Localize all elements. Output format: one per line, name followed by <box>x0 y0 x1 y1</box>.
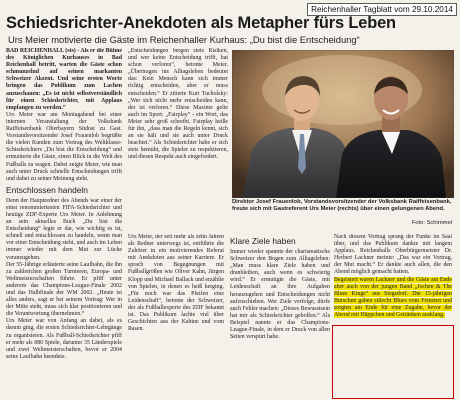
highlighted-text: Begeistert waren Lackner und die Gäste am Ende aber auch von der jungen Band „Jochen & The Blues Kings“ aus Siegsdorf. Die 15-jährigen Burschen gaben stilecht Blues vom Feinsten und sorgten am Ende für eine Zugabe, bevor der Abend mit Häppchen und Getränken ausklang. <box>334 276 452 319</box>
photo-caption: Direktor Josef Frauenlob, Vorstandsvorsitzender der Volksbank Raiffeisenbank, freute sich mit Gastreferent Urs Meier (rechts) über einen gelungenen Abend. <box>232 199 452 212</box>
photo-image <box>232 50 454 198</box>
article-paragraph: Urs Meier, der seit mehr als zehn Jahren als Redner unterwegs ist, entführte die Zuhörer in ein motivierendes Referat mit Anekdoten aus seiner Karriere. Er sprach von Begegnungen mit Fußballgrößen wie Oliver Kahn, Jürgen Klopp und Michael Ballack und erzählte von Spielen, in denen es heiß herging. „Für mich war das Pfeifen eine Leidenschaft“, betonte der Schweizer, der als Fußballexperte des ZDF bekannt ist. Das Publikum lachte viel über Geschichten aus der Kabine und vom Rasen. <box>128 234 224 333</box>
article-paragraph: „Entscheidungen bergen stets Risiken, und wer keine Entscheidung trifft, hat schon verloren“, betonte Meier. „Übertragen ins Alltagsleben bedeutet das: Kein Mensch kann sich immer richtig entscheiden, aber er muss entscheiden.“ Er zitierte Kurt Tucholsky: „Wer sich nicht mehr entscheiden kann, der ist verloren.“ Diese Maxime gelte auch im Sport: „Fairplay“ - ein Wort, das Meier sehr groß schreibt. Fairplay heiße für ihn, „dass man die Regeln kennt, sich an sie hält und sie auch unter Druck beachtet.“ Als Schiedsrichter habe er sich stets bemüht, die Spieler zu respektieren, und diesen Respekt auch eingefordert. <box>128 48 228 161</box>
crossheading: Entschlossen handeln <box>6 184 88 195</box>
article-column-2 <box>128 48 228 234</box>
article-paragraph: Nach diesem Vortrag sprang der Funke im Saal über, und das Publikum dankte mit langem Applaus. Reichenhalls Oberbürgermeister Dr. Herbert Lackner meinte: „Das war ein Vortrag, der Mut macht.“ Er dankte auch allen, die den Abend möglich gemacht hatten. <box>334 234 452 276</box>
article-column-1 <box>6 48 122 394</box>
article-paragraph: Der 55-Jährige erläuterte seine Laufbahn, die ihn zu zahlreichen großen Turnieren, Europa- und Weltmeisterschaften führte. Er pfiff unter anderem das Champions-League-Finale 2002 und das Halbfinale der WM 2002. „Heute ist alles anders, sagt er bei seinem Vortrag: Wer in der Mitte steht, muss sich klar positionieren und die Verantwortung übernehmen.“ <box>6 261 122 318</box>
article-column-3 <box>128 234 224 394</box>
subline: Urs Meier motivierte die Gäste im Reichenhaller Kurhaus: „Du bist die Entscheidung“ <box>8 34 360 45</box>
article-paragraph: Urs Meier war am Montagabend bei einer internen Veranstaltung der Volksbank Raiffeisenbank Oberbayern Südost zu Gast. Vorstandsvorsitzender Josef Frauenlob begrüßte die vielen Kunden zum Vortrag des Weltklasse-Schiedsrichters „Du bist die Entscheidung“ und ermunterte die Gäste, einen Blick in die Welt des Fußballs zu wagen. Dabei zeigte Meier, wie man auch unter Druck schnelle Entscheidungen trifft und dabei zu seiner Meinung steht. <box>6 111 122 182</box>
article-column-4 <box>230 234 330 394</box>
article-paragraph: Denn der Hauptredner des Abends war einer der einst renommiertesten FIFA-Schiedsrichter und heutige ZDF-Experte Urs Meier. In Anlehnung an sein aktuelles Buch „Du bist die Entscheidung“ legte er dar, wie wichtig es ist, schnell und entschlossen zu handeln, wenn man vor einer Entscheidung steht, und auch im Leben immer wieder mit dem Mut zur Lücke voranzugehen. <box>6 197 122 261</box>
article-paragraph: Urs Meier war von Anfang an dabei, als es darum ging, die ersten Schiedsrichter-Lehrgänge zu organisieren. Als Fußball-Schiedsrichter pfiff er mehr als 880 Spiele, darunter 35 Länderspiele und zwei Weltmeisterschaften, bevor er 2004 seine Laufbahn beendete. <box>6 318 122 360</box>
highlight-box <box>332 325 454 399</box>
headline: Schiedsrichter-Anekdoten als Metapher fürs Leben <box>6 14 396 32</box>
article-photo <box>232 50 454 198</box>
source-label: Reichenhaller Tagblatt vom 29.10.2014 <box>307 3 457 16</box>
crossheading: Klare Ziele haben <box>230 236 296 246</box>
article-paragraph: Immer wieder spannte der charismatische Schweizer den Bogen zum Alltagsleben: „Man muss klare Ziele haben und dranbleiben, auch wenn es schwierig wird.“ Er ermutigte die Gäste, mit Leidenschaft an ihre Aufgaben heranzugehen und Entscheidungen nicht aufzuschieben. Wer Ziele verfolge, dürfe auch Fehler machen: „Dieses Bewusstsein hat mir als Schiedsrichter geholfen.“ Als Beispiel nannte er das Champions-League-Finale, in dem er Druck von allen Seiten verspürt habe. <box>230 249 330 341</box>
highlighted-paragraph <box>334 277 452 320</box>
article-lead: BAD REICHENHALL (sts) - Als er die Bühne des Königlichen Kurhauses in Bad Reichenhall betritt, warten die Gäste schon schmunzelnd auf seinen markanten Schweizer Akzent. Und seine ersten Worte bringen das Publikum zum Lachen anzuschauen: „Es ist nicht selbstverständlich für einen Schiedsrichter, mit Applaus empfangen zu werden.“ <box>6 48 122 111</box>
photo-credit: Foto: Schimmel <box>411 220 452 226</box>
